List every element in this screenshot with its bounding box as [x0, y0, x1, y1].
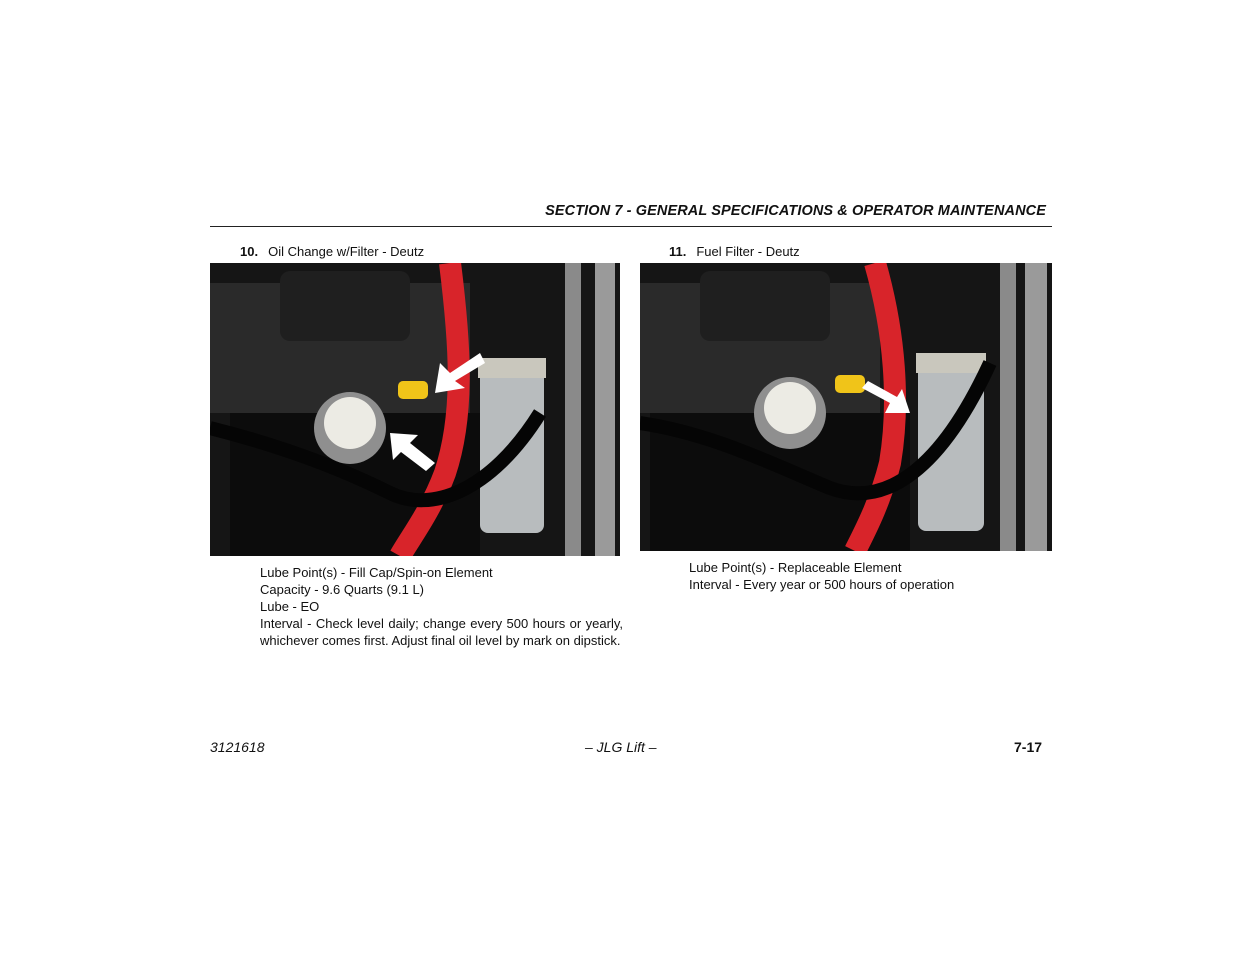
detail-line: Lube Point(s) - Replaceable Element [689, 560, 902, 575]
page-header [210, 202, 1052, 227]
detail-line: Capacity - 9.6 Quarts (9.1 L) [260, 582, 425, 597]
brand-footer: – JLG Lift – [585, 739, 657, 755]
detail-line: Interval - Every year or 500 hours of operation [689, 577, 955, 592]
item-title-oil-change [240, 244, 424, 259]
detail-line: Lube - EO [260, 599, 320, 614]
doc-number: 3121618 [210, 739, 265, 755]
detail-line: Lube Point(s) - Fill Cap/Spin-on Element [260, 565, 493, 580]
item-title-fuel-filter [669, 244, 800, 259]
item-number: 10. [240, 244, 259, 259]
engine-fuel-filter-photo [640, 263, 1052, 551]
item-description-oil-change [260, 564, 623, 649]
item-description-fuel-filter [689, 559, 1049, 593]
section-title: SECTION 7 - GENERAL SPECIFICATIONS & OPERATOR MAINTENANCE [545, 203, 1046, 219]
item-title-text: Fuel Filter - Deutz [696, 244, 800, 259]
engine-oil-filter-photo [210, 263, 620, 556]
item-number: 11. [669, 244, 687, 259]
interval-text: Interval - Check level daily; change every 500 hours or yearly, whichever comes first. Adjust final oil level by mark on dipstick. [260, 616, 623, 648]
page-number: 7-17 [1014, 739, 1043, 755]
item-title-text: Oil Change w/Filter - Deutz [268, 244, 425, 259]
